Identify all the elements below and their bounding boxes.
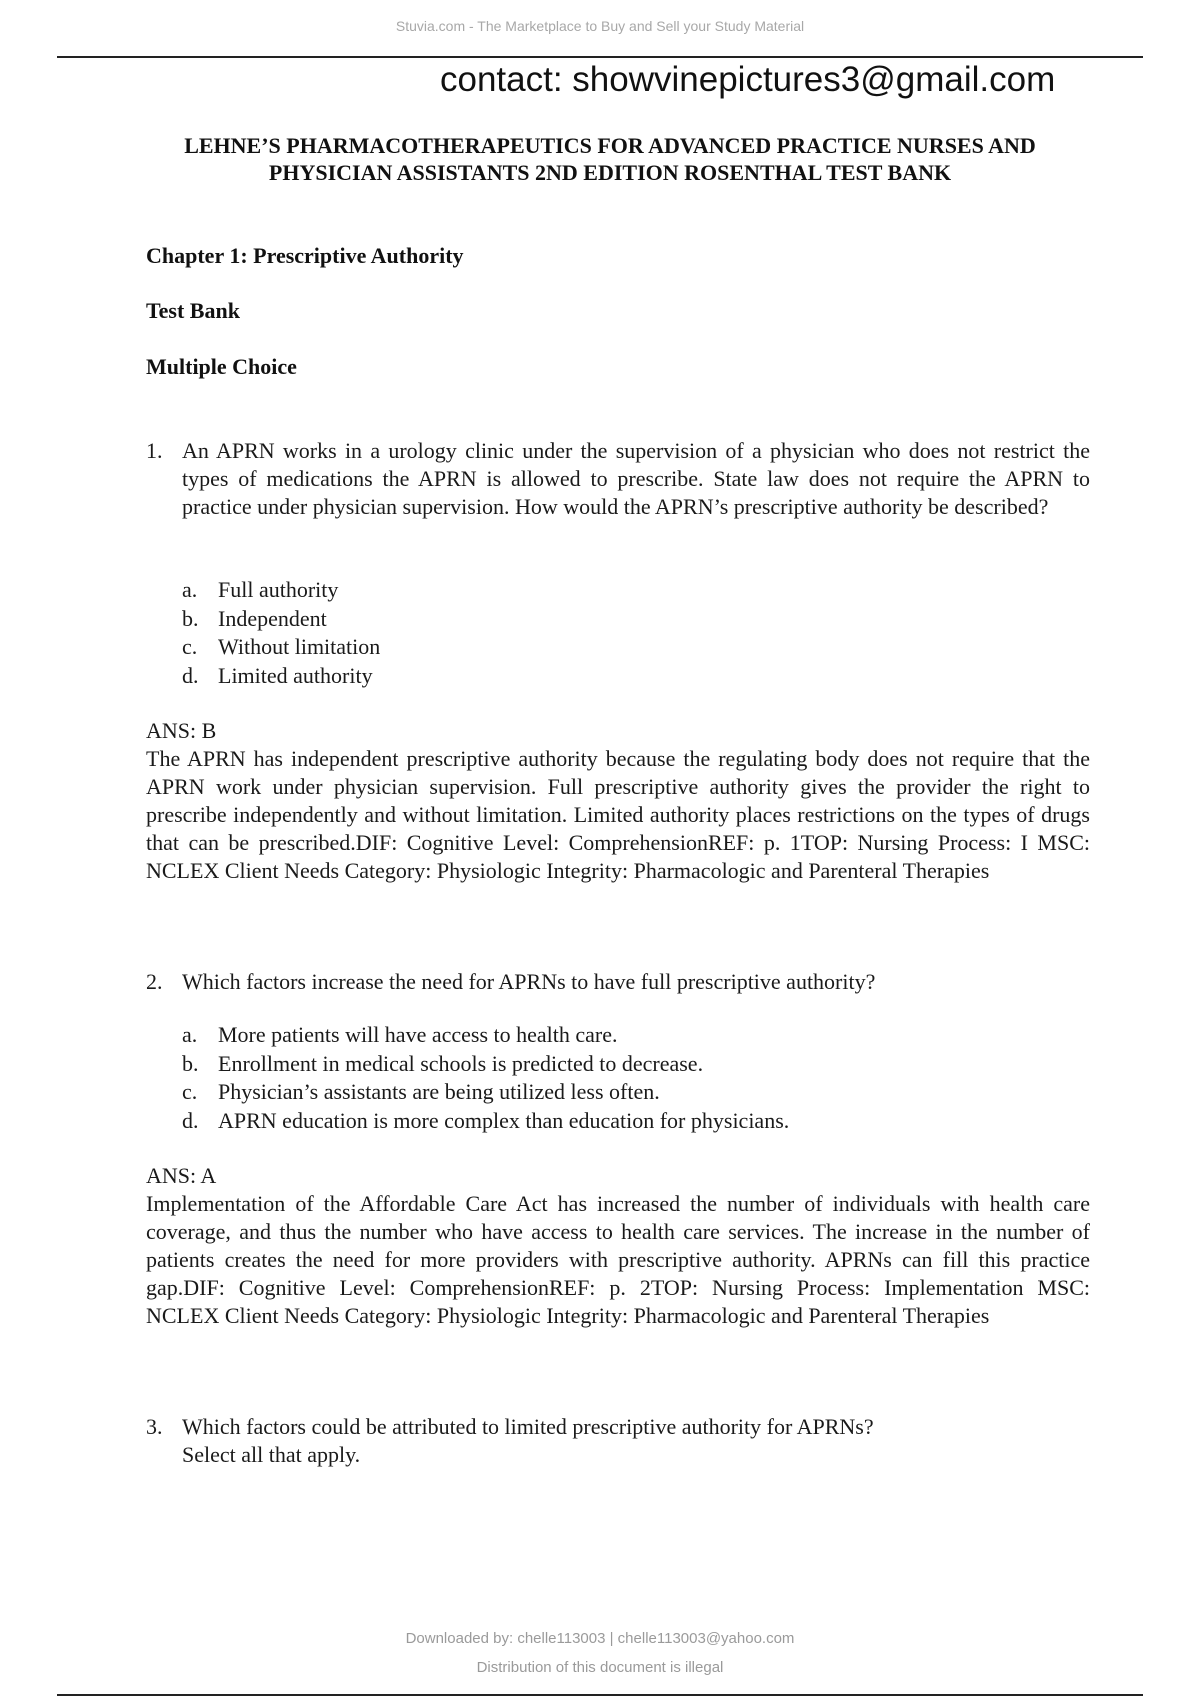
option-text: Limited authority	[218, 662, 373, 688]
option-text: APRN education is more complex than education for physicians.	[218, 1107, 790, 1133]
header-divider	[57, 56, 1143, 58]
option-text: Independent	[218, 605, 327, 631]
question-number: 2.	[146, 969, 163, 994]
subsection-heading: Multiple Choice	[146, 354, 297, 379]
download-watermark: Downloaded by: chelle113003 | chelle113003@yahoo.com	[405, 1630, 795, 1647]
option-letter: d.	[182, 1107, 199, 1133]
option-letter: a.	[182, 577, 198, 602]
contact-email: contact: showvinepictures3@gmail.com	[440, 60, 1056, 99]
chapter-heading: Chapter 1: Prescriptive Authority	[146, 243, 464, 268]
question-2-options	[182, 1021, 789, 1135]
section-heading: Test Bank	[146, 298, 240, 323]
option-letter: c.	[182, 634, 198, 659]
document-title	[120, 132, 1100, 186]
option-a	[182, 576, 380, 605]
question-1-options	[182, 576, 380, 690]
footer-divider	[57, 1694, 1143, 1696]
question-number: 3.	[146, 1414, 163, 1439]
question-1	[146, 437, 1090, 521]
question-3	[146, 1413, 1090, 1469]
title-line-1: LEHNE’S PHARMACOTHERAPEUTICS FOR ADVANCED PRACTICE NURSES AND	[184, 133, 1036, 158]
question-instruction: Select all that apply.	[182, 1442, 361, 1467]
option-d	[182, 1107, 789, 1136]
option-letter: b.	[182, 1050, 199, 1076]
option-letter: b.	[182, 605, 199, 631]
question-text: An APRN works in a urology clinic under the supervision of a physician who does not restrict the types of medications the APRN is allowed to prescribe. State law does not require the APRN to practice under physician supervision. How would the APRN’s prescriptive authority be described?	[182, 438, 1090, 519]
option-letter: d.	[182, 662, 199, 688]
answer-rationale: Implementation of the Affordable Care Act has increased the number of individuals with health care coverage, and thus the number who have access to health care services. The increase in the number of patients creates the need for more providers with prescriptive authority. APRNs can fill this practice gap.DIF: Cognitive Level: ComprehensionREF: p. 2TOP: Nursing Process: Implementation MSC: NCLEX Client Needs Category: Physiologic Integrity: Pharmacologic and Parenteral Therapies	[146, 1191, 1090, 1328]
option-text: Full authority	[218, 577, 339, 602]
question-2	[146, 968, 1090, 996]
option-text: More patients will have access to health care.	[218, 1022, 618, 1047]
option-text: Without limitation	[218, 634, 381, 659]
option-text: Enrollment in medical schools is predicted to decrease.	[218, 1050, 704, 1076]
option-letter: c.	[182, 1079, 198, 1104]
option-c	[182, 633, 380, 662]
answer-2	[146, 1162, 1090, 1330]
option-b	[182, 1050, 789, 1079]
stuvia-watermark: Stuvia.com - The Marketplace to Buy and Sell your Study Material	[395, 18, 805, 34]
answer-1	[146, 717, 1090, 885]
option-c	[182, 1078, 789, 1107]
option-letter: a.	[182, 1022, 198, 1047]
option-b	[182, 605, 380, 634]
question-text: Which factors could be attributed to limited prescriptive authority for APRNs?	[182, 1414, 874, 1439]
option-a	[182, 1021, 789, 1050]
option-d	[182, 662, 380, 691]
title-line-2: PHYSICIAN ASSISTANTS 2ND EDITION ROSENTHAL TEST BANK	[268, 160, 952, 185]
answer-label: ANS: A	[146, 1163, 217, 1188]
answer-rationale: The APRN has independent prescriptive authority because the regulating body does not require that the APRN work under physician supervision. Full prescriptive authority gives the provider the right to prescribe independently and without limitation. Limited authority places restrictions on the types of drugs that can be prescribed.DIF: Cognitive Level: ComprehensionREF: p. 1TOP: Nursing Process: I MSC: NCLEX Client Needs Category: Physiologic Integrity: Pharmacologic and Parenteral Therapies	[146, 746, 1090, 883]
option-text: Physician’s assistants are being utilized less often.	[218, 1079, 660, 1104]
distribution-notice: Distribution of this document is illegal	[476, 1659, 724, 1676]
question-text: Which factors increase the need for APRNs to have full prescriptive authority?	[182, 969, 876, 994]
question-number: 1.	[146, 438, 163, 463]
answer-label: ANS: B	[146, 718, 217, 743]
